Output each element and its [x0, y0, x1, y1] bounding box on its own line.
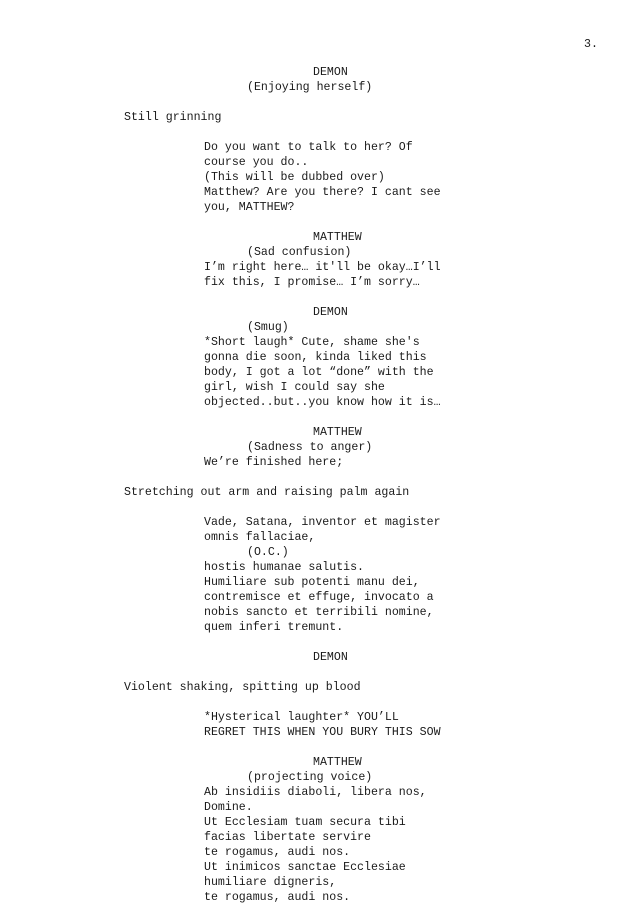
script-line: nobis sancto et terribili nomine,	[204, 606, 434, 619]
blank-line	[0, 500, 638, 515]
action-line	[0, 680, 638, 695]
character-cue	[0, 305, 638, 320]
script-line: DEMON	[313, 306, 348, 319]
script-line: humiliare digneris,	[204, 876, 337, 889]
script-line: Still grinning	[124, 111, 222, 124]
script-line: *Short laugh* Cute, shame she's	[204, 336, 420, 349]
script-line: Ut inimicos sanctae Ecclesiae	[204, 861, 406, 874]
script-line: Domine.	[204, 801, 253, 814]
script-line: omnis fallaciae,	[204, 531, 316, 544]
script-line: I’m right here… it'll be okay…I’ll	[204, 261, 441, 274]
script-line: DEMON	[313, 66, 348, 79]
script-line: (Sadness to anger)	[247, 441, 373, 454]
parenthetical	[0, 245, 638, 260]
script-line: body, I got a lot “done” with the	[204, 366, 434, 379]
parenthetical	[0, 80, 638, 95]
dialogue-block	[0, 515, 638, 545]
script-line: facias libertate servire	[204, 831, 371, 844]
script-line: course you do..	[204, 156, 309, 169]
script-line: MATTHEW	[313, 756, 362, 769]
screenplay-body	[0, 65, 638, 905]
script-line: We’re finished here;	[204, 456, 344, 469]
page-number: 3.	[584, 38, 598, 51]
parenthetical	[0, 320, 638, 335]
parenthetical	[0, 545, 638, 560]
script-line: you, MATTHEW?	[204, 201, 295, 214]
character-cue	[0, 755, 638, 770]
script-line: gonna die soon, kinda liked this	[204, 351, 427, 364]
script-line: (This will be dubbed over)	[204, 171, 385, 184]
script-line: objected..but..you know how it is…	[204, 396, 441, 409]
dialogue-block	[0, 140, 638, 215]
dialogue-block	[0, 560, 638, 635]
script-line: fix this, I promise… I’m sorry…	[204, 276, 420, 289]
script-line: (Smug)	[247, 321, 289, 334]
blank-line	[0, 290, 638, 305]
action-line	[0, 110, 638, 125]
blank-line	[0, 665, 638, 680]
action-line	[0, 485, 638, 500]
script-line: Vade, Satana, inventor et magister	[204, 516, 441, 529]
blank-line	[0, 740, 638, 755]
script-line: (projecting voice)	[247, 771, 373, 784]
script-line: Ab insidiis diaboli, libera nos,	[204, 786, 427, 799]
script-line: Humiliare sub potenti manu dei,	[204, 576, 420, 589]
parenthetical	[0, 440, 638, 455]
blank-line	[0, 635, 638, 650]
character-cue	[0, 65, 638, 80]
dialogue-block	[0, 260, 638, 290]
script-line: Do you want to talk to her? Of	[204, 141, 413, 154]
script-line: contremisce et effuge, invocato a	[204, 591, 434, 604]
script-line: te rogamus, audi nos.	[204, 891, 351, 904]
character-cue	[0, 650, 638, 665]
script-line: (Sad confusion)	[247, 246, 352, 259]
blank-line	[0, 695, 638, 710]
dialogue-block	[0, 455, 638, 470]
script-line: MATTHEW	[313, 426, 362, 439]
script-line: MATTHEW	[313, 231, 362, 244]
script-line: Stretching out arm and raising palm again	[124, 486, 410, 499]
script-line: Violent shaking, spitting up blood	[124, 681, 361, 694]
script-line: *Hysterical laughter* YOU’LL	[204, 711, 399, 724]
script-line: DEMON	[313, 651, 348, 664]
parenthetical	[0, 770, 638, 785]
script-line: Matthew? Are you there? I cant see	[204, 186, 441, 199]
blank-line	[0, 95, 638, 110]
blank-line	[0, 125, 638, 140]
script-line: (O.C.)	[247, 546, 289, 559]
script-line: Ut Ecclesiam tuam secura tibi	[204, 816, 406, 829]
character-cue	[0, 230, 638, 245]
dialogue-block	[0, 785, 638, 905]
script-line: (Enjoying herself)	[247, 81, 373, 94]
script-line: REGRET THIS WHEN YOU BURY THIS SOW	[204, 726, 441, 739]
character-cue	[0, 425, 638, 440]
blank-line	[0, 410, 638, 425]
dialogue-block	[0, 710, 638, 740]
script-line: te rogamus, audi nos.	[204, 846, 351, 859]
script-line: hostis humanae salutis.	[204, 561, 365, 574]
blank-line	[0, 470, 638, 485]
blank-line	[0, 215, 638, 230]
script-line: girl, wish I could say she	[204, 381, 385, 394]
dialogue-block	[0, 335, 638, 410]
script-line: quem inferi tremunt.	[204, 621, 344, 634]
